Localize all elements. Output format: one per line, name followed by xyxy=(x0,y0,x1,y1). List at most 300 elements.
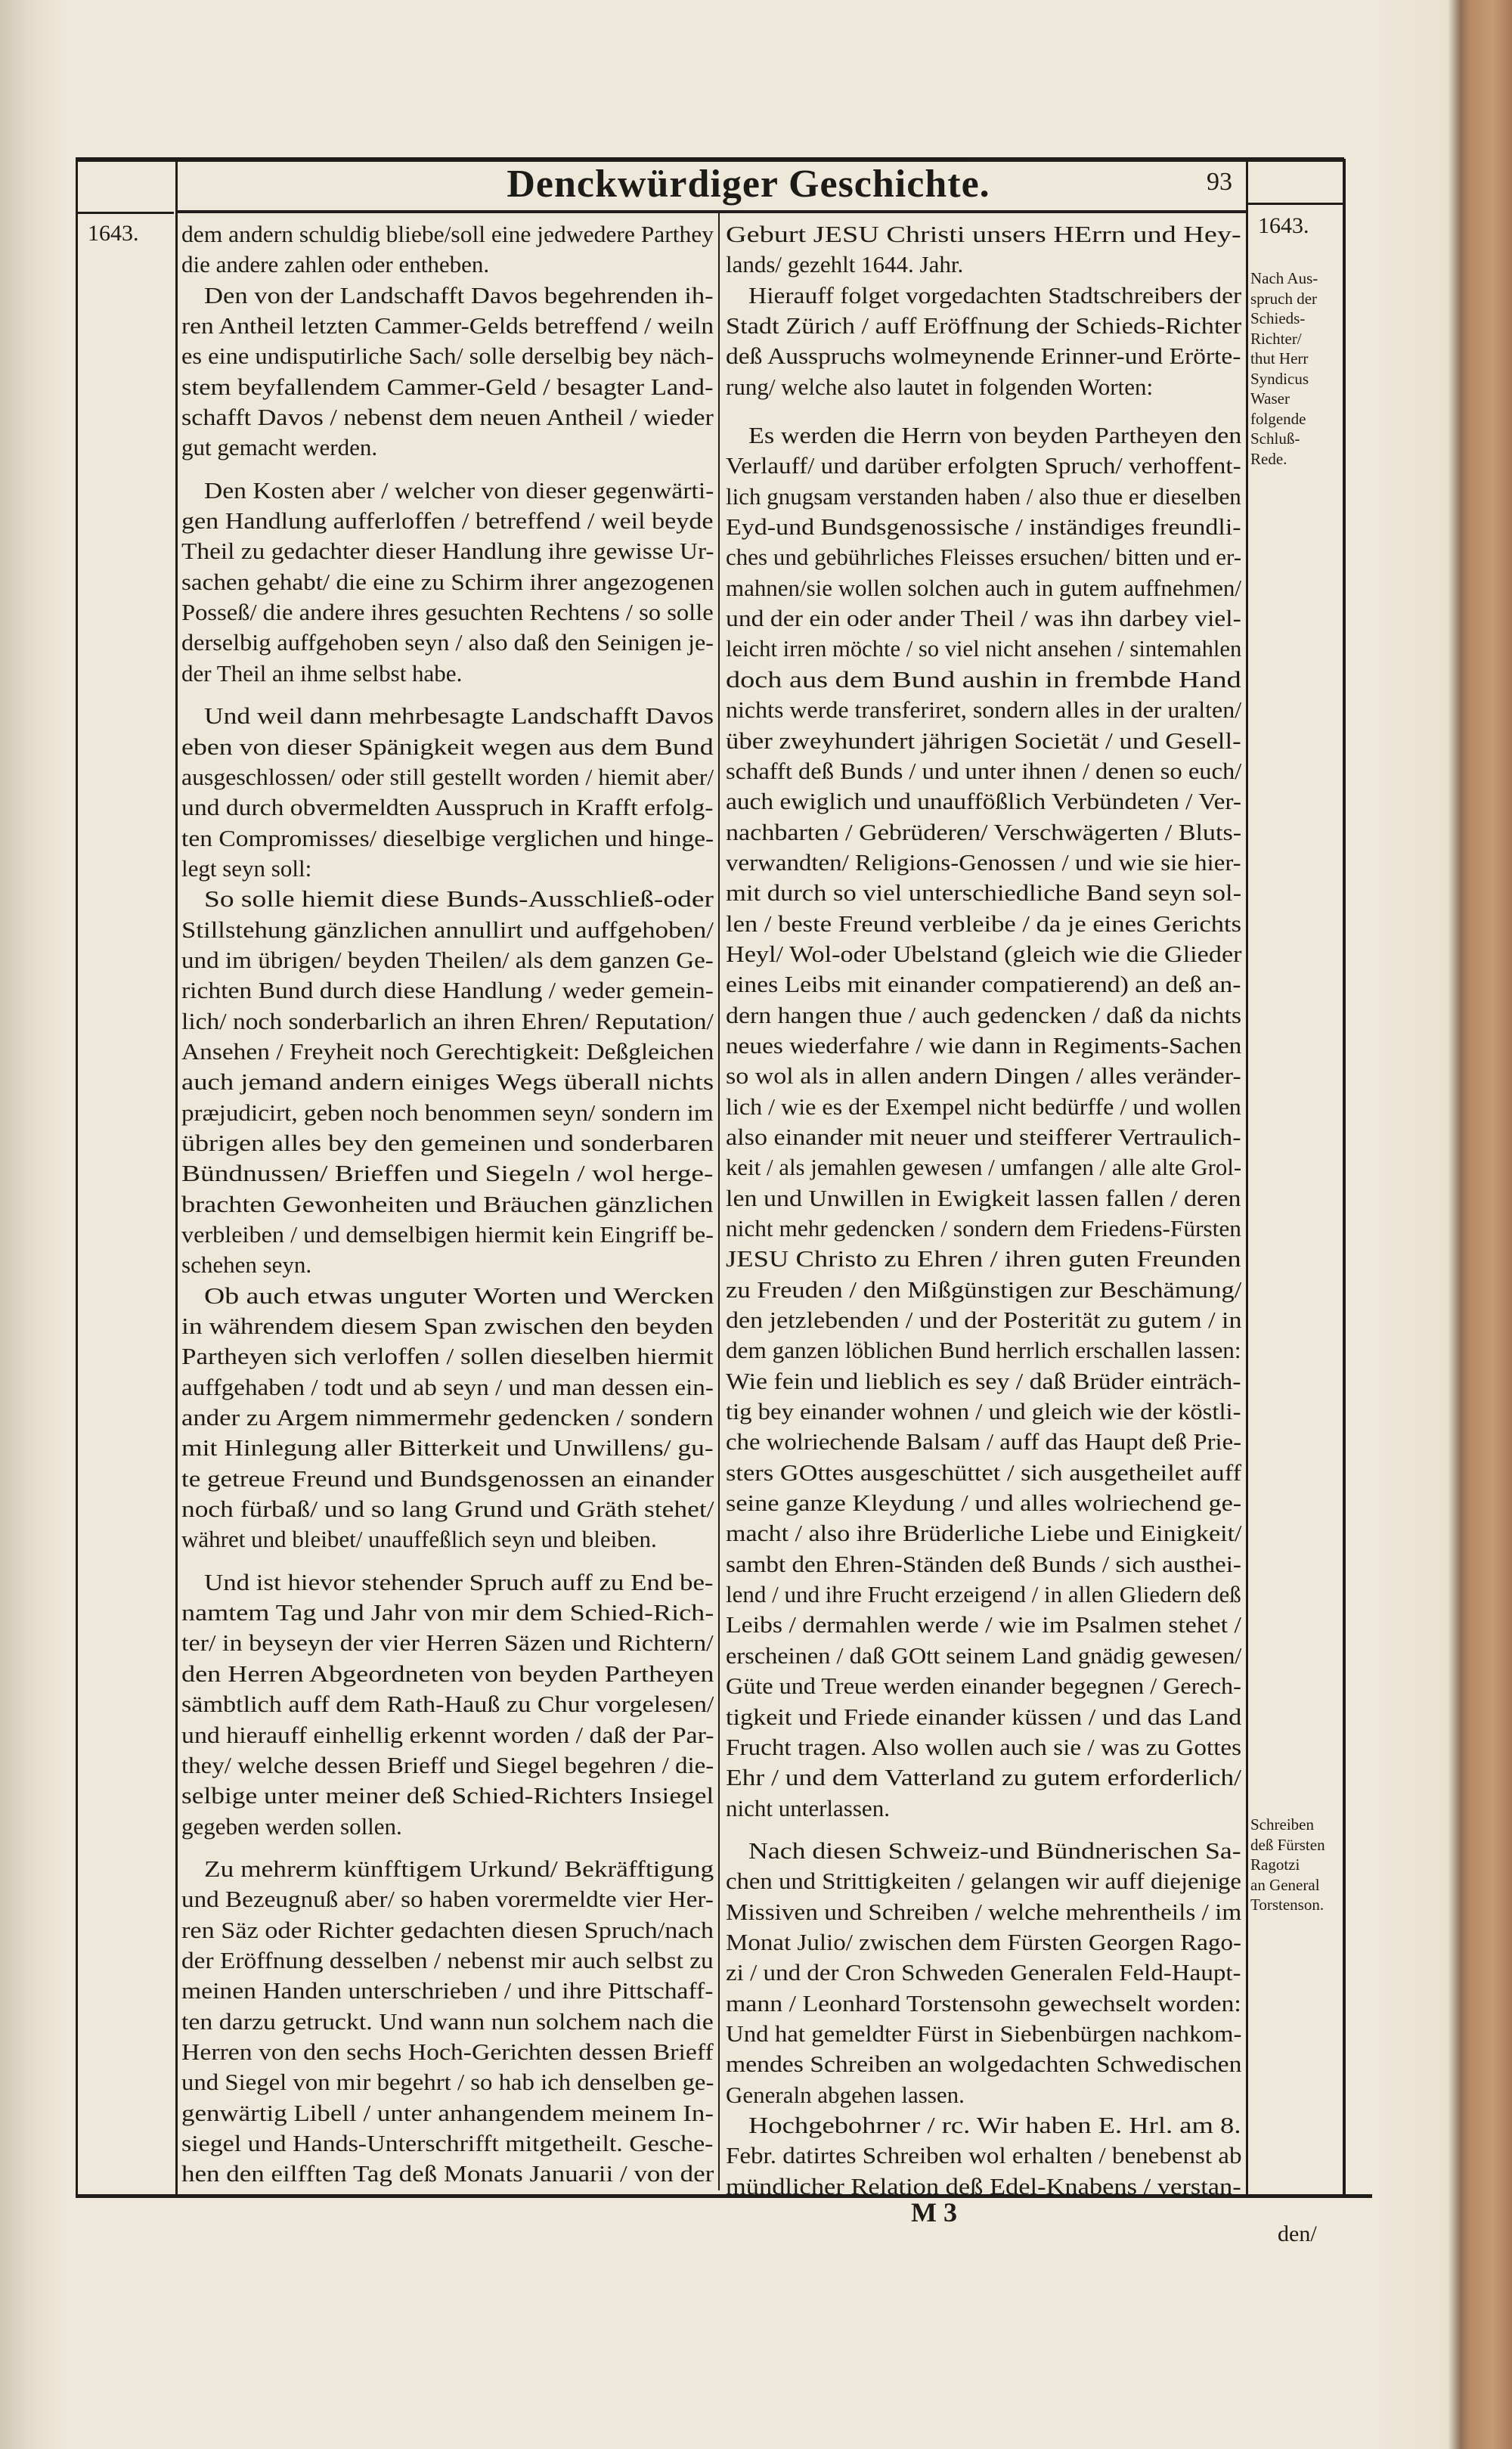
text-line-content: che wolriechende Balsam / auff das Haupt deß Prie- xyxy=(726,1428,1242,1455)
text-line xyxy=(726,726,1241,756)
text-line xyxy=(181,1598,714,1628)
text-line-content: und durch obvermeldten Ausspruch in Krafft erfolg- xyxy=(181,794,714,821)
text-line-content: Febr. datirtes Schreiben wol erhalten / benebenst ab xyxy=(726,2142,1242,2169)
text-line xyxy=(181,975,714,1006)
text-line-content: macht / also ihre Brüderliche Liebe und Einigkeit/ xyxy=(726,1520,1242,1547)
text-line xyxy=(726,1152,1241,1183)
text-line xyxy=(726,2019,1241,2049)
text-line-content: siegel und Hands-Unterschrifft mitgetheilt. Gesche- xyxy=(181,2129,714,2156)
text-line xyxy=(181,1158,714,1189)
text-line-content: Und weil dann mehrbesagte Landschafft Davos xyxy=(204,702,714,730)
text-line xyxy=(726,1927,1241,1958)
paragraph xyxy=(181,1854,714,2190)
text-line xyxy=(726,1866,1241,1896)
text-line xyxy=(181,1098,714,1128)
text-line-content: Wie fein und lieblich es sey / daß Brüder einträch- xyxy=(726,1367,1241,1394)
text-line xyxy=(726,1397,1241,1427)
text-line-content: leicht irren möchte / so viel nicht ansehen / sintemahlen xyxy=(726,635,1242,662)
text-line-content: und Siegel von mir begehrt / so hab ich denselben ge- xyxy=(181,2069,714,2096)
text-line-content: in währendem diesem Span zwischen den beyden xyxy=(181,1313,714,1340)
text-line xyxy=(181,762,714,792)
text-line-content: len und Unwillen in Ewigkeit lassen fallen / deren xyxy=(726,1184,1241,1211)
text-line-content: auch jemand andern einiges Wegs überall nichts xyxy=(181,1068,714,1096)
catchword: den/ xyxy=(1278,2221,1317,2246)
text-line xyxy=(726,1031,1241,1061)
text-line xyxy=(181,854,714,884)
text-line-content: Generaln abgehen lassen. xyxy=(726,2081,965,2108)
text-line xyxy=(726,1305,1241,1335)
text-line-content: rung/ welche also lautet in folgenden Worten: xyxy=(726,373,1154,400)
text-line xyxy=(726,1579,1241,1610)
text-line xyxy=(726,817,1241,848)
text-line-content: Theil zu gedachter dieser Handlung ihre gewisse Ur- xyxy=(181,538,714,565)
text-line xyxy=(181,1189,714,1220)
text-line xyxy=(181,2159,714,2189)
paragraph xyxy=(726,420,1241,1824)
text-line-content: Hochgebohrner / rc. Wir haben E. Hrl. am 8. xyxy=(748,2111,1241,2138)
text-line-content: es eine undisputirliche Sach/ solle derselbig bey näch- xyxy=(181,343,714,370)
text-line-content: Herren von den sechs Hoch-Gerichten dessen Brieff xyxy=(181,2038,714,2065)
paragraph xyxy=(726,281,1241,402)
text-line-content: Partheyen sich verloffen / sollen dieselben hiermit xyxy=(181,1343,714,1370)
text-line-content: auffgehaben / todt und ab seyn / und man dessen ein- xyxy=(181,1373,714,1400)
text-line xyxy=(181,1567,714,1598)
text-line xyxy=(726,1366,1241,1397)
text-line xyxy=(726,1427,1241,1457)
margin-note-line: Schluß- xyxy=(1250,429,1300,448)
margin-note-line: Syndicus xyxy=(1250,369,1309,388)
text-line-content: brachten Gewonheiten und Bräuchen gänzlichen xyxy=(181,1190,714,1217)
text-line-content: lich gnugsam verstanden haben / also thue er dieselben xyxy=(726,482,1241,510)
text-line xyxy=(181,1006,714,1037)
text-line xyxy=(181,1220,714,1250)
paragraph xyxy=(181,476,714,689)
margin-note-line: thut Herr xyxy=(1250,349,1309,367)
text-line xyxy=(181,1628,714,1658)
margin-note-line: spruch der xyxy=(1250,289,1318,308)
text-line xyxy=(181,432,714,463)
text-line xyxy=(726,786,1241,817)
text-line xyxy=(181,659,714,689)
paragraph xyxy=(726,1836,1241,2110)
margin-note-line: Richter/ xyxy=(1250,329,1302,348)
margin-note-line: Waser xyxy=(1250,389,1290,408)
text-line xyxy=(726,969,1241,1000)
text-line-content: JESU Christo zu Ehren / ihren guten Freunden xyxy=(726,1245,1241,1273)
text-line xyxy=(726,1518,1241,1548)
text-line xyxy=(181,1037,714,1067)
text-line xyxy=(181,2098,714,2128)
text-line-content: dem ganzen löblichen Bund herrlich erschallen lassen: xyxy=(726,1337,1241,1364)
text-line-content: sambt den Ehren-Ständen deß Bunds / sich austhei- xyxy=(726,1550,1241,1577)
text-line xyxy=(726,1641,1241,1671)
text-line xyxy=(181,915,714,945)
text-line-content: also einander mit neuer und steifferer Vertraulich- xyxy=(726,1123,1241,1150)
margin-note-nach-ausspruch xyxy=(1250,268,1341,469)
text-line xyxy=(181,1812,714,1842)
text-line-content: verwandten/ Religions-Genossen / und wie sie hier- xyxy=(726,848,1241,876)
text-line-content: Ehr / und dem Vatterland zu gutem erforderlich/ xyxy=(726,1764,1241,1791)
text-line xyxy=(181,372,714,402)
text-line-content: die andere zahlen oder entheben. xyxy=(181,251,490,278)
text-line xyxy=(726,665,1241,695)
text-line-content: nicht mehr gedencken / sondern dem Friedens-Fürsten xyxy=(726,1215,1241,1242)
text-line-content: dern hangen thue / auch gedencken / daß da nichts xyxy=(726,1001,1242,1028)
text-line-content: namtem Tag und Jahr von mir dem Schied-Rich- xyxy=(181,1599,714,1626)
text-line-content: Verlauff/ und darüber erfolgten Spruch/ verhoffent- xyxy=(726,452,1241,479)
text-line-content: legt seyn soll: xyxy=(181,854,312,882)
text-line-content: gen Handlung aufferloffen / betreffend / weil beyde xyxy=(181,507,714,535)
text-line xyxy=(726,1000,1241,1031)
text-line-content: neues wiederfahre / wie dann in Regiments-Sachen xyxy=(726,1031,1242,1059)
text-line-content: sters GOttes ausgeschüttet / sich ausgetheilet auff xyxy=(726,1459,1242,1486)
text-line xyxy=(726,1244,1241,1274)
text-line-content: erscheinen / daß GOtt seinem Land gnädig gewesen/ xyxy=(726,1641,1242,1669)
margin-note-line: Schieds- xyxy=(1250,309,1306,327)
text-line xyxy=(181,701,714,731)
paragraph xyxy=(181,701,714,884)
margin-note-line: Nach Aus- xyxy=(1250,269,1318,287)
text-line xyxy=(726,451,1241,481)
text-line-content: dem andern schuldig bliebe/soll eine jedwedere Parthey xyxy=(181,221,714,247)
text-line-content: mit Hinlegung aller Bitterkeit und Unwillens/ gu- xyxy=(181,1434,714,1462)
left-text-column xyxy=(181,219,714,2190)
page-number: 93 xyxy=(1207,168,1232,196)
margin-note-line: Rede. xyxy=(1250,449,1287,468)
text-line xyxy=(726,1335,1241,1366)
text-line-content: Monat Julio/ zwischen dem Fürsten Georgen Rago- xyxy=(726,1928,1241,1955)
text-line-content: der Theil an ihme selbst habe. xyxy=(181,659,463,687)
text-line xyxy=(726,542,1241,572)
paragraph xyxy=(181,281,714,463)
text-line xyxy=(181,536,714,566)
text-line-content: eines Leibs mit einander compatierend) an deß an- xyxy=(726,971,1241,998)
text-line-content: Es werden die Herrn von beyden Partheyen den xyxy=(748,422,1242,449)
text-line xyxy=(181,402,714,432)
text-line xyxy=(181,506,714,536)
text-line xyxy=(181,1372,714,1403)
text-line xyxy=(726,2049,1241,2079)
paragraph xyxy=(181,1281,714,1555)
text-line-content: schafft Davos / nebenst dem neuen Antheil / wieder xyxy=(181,404,714,431)
text-line-content: doch aus dem Bund aushin in frembde Hand xyxy=(726,665,1241,693)
right-margin-top-rule xyxy=(1246,203,1344,205)
text-line-content: they/ welche dessen Brieff und Siegel begehren / die- xyxy=(181,1751,714,1778)
text-line xyxy=(726,909,1241,939)
text-line-content: zu Freuden / den Mißgünstigen zur Beschämung/ xyxy=(726,1276,1242,1303)
text-line xyxy=(181,567,714,597)
text-line xyxy=(726,250,1241,280)
text-line-content: Stillstehung gänzlichen annullirt und auffgehoben/ xyxy=(181,916,714,943)
text-line xyxy=(181,311,714,341)
text-line xyxy=(181,1128,714,1158)
text-line xyxy=(181,1750,714,1781)
text-line xyxy=(181,1659,714,1689)
text-line-content: lands/ gezehlt 1644. Jahr. xyxy=(726,251,964,278)
text-line xyxy=(181,2067,714,2097)
margin-note-schreiben-ragotzi xyxy=(1250,1815,1341,1915)
text-line-content: und hierauff einhellig erkennt worden / daß der Par- xyxy=(181,1721,714,1748)
text-line-content: Heyl/ Wol-oder Ubelstand (gleich wie die Glieder xyxy=(726,940,1242,967)
text-line xyxy=(181,792,714,823)
text-line xyxy=(726,848,1241,878)
text-line xyxy=(726,482,1241,512)
paragraph xyxy=(181,884,714,1280)
text-line-content: ten darzu getruckt. Und wann nun solchem nach die xyxy=(181,2007,714,2035)
text-line xyxy=(181,884,714,914)
text-line-content: gegeben werden sollen. xyxy=(181,1812,402,1840)
text-line-content: mit durch so viel unterschiedliche Band seyn sol- xyxy=(726,879,1242,907)
text-line-content: verbleiben / und demselbigen hiermit kein Eingriff be- xyxy=(181,1221,714,1248)
paragraph xyxy=(726,2110,1241,2202)
text-line-content: ter/ in beyseyn der vier Herren Säzen und Richtern/ xyxy=(181,1629,714,1657)
text-line xyxy=(726,512,1241,542)
text-line xyxy=(181,1281,714,1311)
text-line xyxy=(726,2080,1241,2110)
text-line-content: keit / als jemahlen gewesen / umfangen / alle alte Grol- xyxy=(726,1154,1242,1181)
text-line xyxy=(726,1092,1241,1122)
text-line-content: Missiven und Schreiben / welche mehrentheils / im xyxy=(726,1898,1242,1925)
text-line-content: genwärtig Libell / unter anhangendem meinem In- xyxy=(181,2099,714,2126)
text-line-content: Hierauff folget vorgedachten Stadtschreibers der xyxy=(748,281,1242,308)
text-line-content: lend / und ihre Frucht erzeigend / in allen Gliedern deß xyxy=(726,1581,1241,1608)
text-line xyxy=(181,1464,714,1494)
text-line-content: tigkeit und Friede einander küssen / und das Land xyxy=(726,1703,1242,1730)
text-line xyxy=(726,1671,1241,1701)
text-line-content: Und ist hievor stehender Spruch auff zu End be- xyxy=(204,1568,714,1595)
text-line xyxy=(726,634,1241,664)
text-line-content: währet und bleibet/ unauffeßlich seyn und bleiben. xyxy=(181,1526,657,1553)
text-line-content: nichts werde transferiret, sondern alles in der uralten/ xyxy=(726,696,1242,724)
margin-note-line: Torstenson. xyxy=(1250,1896,1325,1914)
text-line-content: mahnen/sie wollen solchen auch in gutem auffnehmen/ xyxy=(726,574,1241,601)
text-line-content: te getreue Freund und Bundsgenossen an einander xyxy=(181,1465,714,1492)
text-line-content: Den von der Landschafft Davos begehrenden ih- xyxy=(204,281,714,308)
text-line-content: übrigen alles bey den gemeinen und sonderbaren xyxy=(181,1129,714,1156)
text-line-content: ren Antheil letzten Cammer-Gelds betreffend / weiln xyxy=(181,312,714,339)
margin-note-line: folgende xyxy=(1250,409,1306,428)
text-line xyxy=(181,945,714,975)
text-line xyxy=(181,1945,714,1976)
text-line xyxy=(726,1061,1241,1091)
text-line xyxy=(726,1610,1241,1640)
text-line-content: den jetzlebenden / und der Posterität zu gutem / in xyxy=(726,1307,1242,1334)
text-line xyxy=(181,1781,714,1811)
text-line-content: gut gemacht werden. xyxy=(181,434,378,461)
text-line xyxy=(181,250,714,280)
text-line xyxy=(726,878,1241,908)
right-outer-frame xyxy=(1343,159,1346,2196)
text-line-content: zi / und der Cron Schweden Generalen Feld-Haupt- xyxy=(726,1959,1241,1986)
text-line xyxy=(726,219,1241,250)
text-line-content: nachbarten / Gebrüderen/ Verschwägerten / Bluts- xyxy=(726,818,1242,845)
paragraph xyxy=(181,219,714,281)
text-line xyxy=(726,2110,1241,2141)
column-divider xyxy=(718,213,720,2190)
header-bottom-rule xyxy=(175,210,1246,213)
text-line-content: Nach diesen Schweiz-und Bündnerischen Sa- xyxy=(748,1837,1241,1864)
text-line-content: ten Compromisses/ dieselbige verglichen und hinge- xyxy=(181,824,714,851)
text-line xyxy=(181,1524,714,1555)
text-line-content: Ansehen / Freyheit noch Gerechtigkeit: Deßgleichen xyxy=(181,1037,714,1065)
text-line xyxy=(181,732,714,762)
margin-note-line: Ragotzi xyxy=(1250,1855,1300,1874)
text-line xyxy=(181,1250,714,1280)
text-line xyxy=(726,1702,1241,1732)
text-line xyxy=(726,1732,1241,1762)
text-line xyxy=(726,1488,1241,1518)
text-line xyxy=(181,1720,714,1750)
text-line-content: mendes Schreiben an wolgedachten Schwedischen xyxy=(726,2051,1242,2078)
text-line-content: sämbtlich auff dem Rath-Hauß zu Chur vorgelesen/ xyxy=(181,1691,714,1718)
margin-note-line: an General xyxy=(1250,1875,1320,1894)
text-line-content: ren Säz oder Richter gedachten diesen Spruch/nach xyxy=(181,1916,714,1943)
text-line-content: len / beste Freund verbleibe / da je eines Gerichts xyxy=(726,910,1242,937)
text-line xyxy=(181,2037,714,2067)
text-line-content: Ob auch etwas unguter Worten und Wercken xyxy=(204,1282,714,1309)
signature-mark: M 3 xyxy=(911,2197,957,2227)
text-line-content: ches und gebührliches Fleisses ersuchen/ bitten und er- xyxy=(726,544,1242,571)
text-line-content: noch fürbaß/ und so lang Grund und Gräth stehet/ xyxy=(181,1496,714,1523)
text-line-content: mann / Leonhard Torstensohn gewechselt worden: xyxy=(726,1989,1241,2017)
text-line-content: tig bey einander wohnen / und gleich wie der köstli- xyxy=(726,1398,1241,1425)
text-line xyxy=(726,1762,1241,1793)
text-line-content: seine ganze Kleydung / und alles wolriechend ge- xyxy=(726,1490,1242,1517)
text-line-content: sachen gehabt/ die eine zu Schirm ihrer angezogenen xyxy=(181,568,714,595)
text-line-content: derselbig auffgehoben seyn / also daß den Seinigen je- xyxy=(181,629,714,656)
text-line xyxy=(181,476,714,506)
text-line xyxy=(181,1976,714,2006)
left-outer-frame xyxy=(76,159,78,2196)
text-line-content: lich / wie es der Exempel nicht bedürffe / und wollen xyxy=(726,1093,1241,1120)
text-line xyxy=(181,1311,714,1341)
text-line xyxy=(181,1341,714,1372)
text-line xyxy=(181,823,714,854)
text-line-content: schafft deß Bunds / und unter ihnen / denen so euch/ xyxy=(726,757,1242,784)
text-line xyxy=(181,597,714,628)
text-line-content: so wol als in allen andern Dingen / alles veränder- xyxy=(726,1062,1241,1090)
text-line xyxy=(726,1793,1241,1824)
text-line xyxy=(181,2007,714,2037)
text-line-content: schehen seyn. xyxy=(181,1251,312,1279)
text-line xyxy=(181,628,714,658)
text-line-content: auch ewiglich und unauffößlich Verbündeten / Ver- xyxy=(726,788,1241,815)
text-line-content: eben von dieser Spänigkeit wegen aus dem Bund xyxy=(181,733,714,760)
text-line-content: Stadt Zürich / auff Eröffnung der Schieds-Richter xyxy=(726,312,1242,339)
text-line xyxy=(181,1884,714,1914)
right-text-column xyxy=(726,219,1241,2202)
text-line-content: und im übrigen/ beyden Theilen/ als dem ganzen Ge- xyxy=(181,946,714,973)
margin-note-line: Schreiben xyxy=(1250,1815,1314,1834)
text-line xyxy=(181,281,714,311)
margin-note-line: deß Fürsten xyxy=(1250,1835,1325,1854)
text-line-content: lich/ noch sonderbarlich an ihren Ehren/ Reputation/ xyxy=(181,1007,714,1034)
text-line xyxy=(181,341,714,371)
text-line xyxy=(726,1275,1241,1305)
text-line-content: Eyd-und Bundsgenossische / inständiges freundli- xyxy=(726,513,1241,541)
text-line-content: richten Bund durch diese Handlung / weder gemein- xyxy=(181,977,714,1004)
text-line-content: und Bezeugnuß aber/ so haben vorermeldte vier Her- xyxy=(181,1886,714,1913)
text-line xyxy=(181,1494,714,1524)
margin-column-divider xyxy=(1246,159,1248,2196)
text-line xyxy=(726,281,1241,311)
text-line xyxy=(181,1403,714,1433)
text-line-content: Güte und Treue werden einander begegnen / Gerech- xyxy=(726,1672,1241,1700)
text-line-content: meinen Handen unterschrieben / und ihre Pittschaff- xyxy=(181,1977,714,2004)
text-line-content: selbige unter meiner deß Schied-Richters Insiegel xyxy=(181,1782,714,1809)
running-head-title: Denckwürdiger Geschichte. xyxy=(507,163,990,206)
text-line-content: und der ein oder ander Theil / was ihn darbey viel- xyxy=(726,605,1241,632)
text-line xyxy=(181,1067,714,1097)
text-line-content: der Eröffnung desselben / nebenst mir auch selbst zu xyxy=(181,1946,714,1973)
text-line xyxy=(181,1854,714,1884)
text-line-content: mündlicher Relation deß Edel-Knabens / verstan- xyxy=(726,2172,1241,2199)
text-line xyxy=(726,1958,1241,1988)
text-line-content: den Herren Abgeordneten von beyden Partheyen xyxy=(181,1660,714,1687)
text-line-content: Geburt JESU Christi unsers HErrn und Hey- xyxy=(726,221,1241,247)
text-line xyxy=(726,1897,1241,1927)
text-line xyxy=(726,573,1241,603)
text-line-content: Frucht tragen. Also wollen auch sie / was zu Gottes xyxy=(726,1733,1242,1760)
text-line xyxy=(726,695,1241,725)
text-line xyxy=(726,341,1241,371)
text-line xyxy=(726,420,1241,451)
text-line xyxy=(726,756,1241,786)
text-line-content: stem beyfallendem Cammer-Geld / besagter Land- xyxy=(181,373,714,400)
text-line xyxy=(181,219,714,250)
text-line-content: deß Ausspruchs wolmeynende Erinner-und Erörte- xyxy=(726,343,1241,370)
text-line-content: Und hat gemeldter Fürst in Siebenbürgen nachkom- xyxy=(726,2020,1242,2047)
text-line xyxy=(181,2128,714,2159)
margin-year-left: 1643. xyxy=(88,221,139,246)
text-line xyxy=(726,1122,1241,1152)
text-line xyxy=(726,2141,1241,2171)
text-line xyxy=(726,2172,1241,2202)
text-line-content: Den Kosten aber / welcher von dieser gegenwärti- xyxy=(204,476,714,504)
text-line xyxy=(726,603,1241,634)
text-line-content: Leibs / dermahlen werde / wie im Psalmen stehet / xyxy=(726,1611,1241,1638)
text-line-content: Zu mehrerm künfftigem Urkund/ Bekräfftigung xyxy=(204,1855,714,1882)
text-line xyxy=(726,1458,1241,1488)
text-line-content: ausgeschlossen/ oder still gestellt worden / hiemit aber/ xyxy=(181,763,714,790)
text-line-content: hen den eilfften Tag deß Monats Januarii / von der xyxy=(181,2160,714,2187)
text-line-content: nicht unterlassen. xyxy=(726,1794,890,1821)
text-line xyxy=(726,311,1241,341)
text-line-content: præjudicirt, geben noch benommen seyn/ sondern im xyxy=(181,1099,714,1126)
margin-year-right: 1643. xyxy=(1258,213,1309,238)
text-line xyxy=(726,1836,1241,1866)
year-column-divider xyxy=(175,159,178,2196)
text-line-content: Posseß/ die andere ihres gesuchten Rechtens / so solle xyxy=(181,599,714,626)
text-line xyxy=(726,1183,1241,1214)
text-line xyxy=(726,372,1241,402)
left-margin-top-rule xyxy=(76,212,174,214)
text-line xyxy=(181,1433,714,1463)
text-line xyxy=(726,1549,1241,1579)
paragraph xyxy=(181,1567,714,1842)
text-line xyxy=(181,1689,714,1719)
text-line-content: So solle hiemit diese Bunds-Ausschließ-oder xyxy=(204,885,714,913)
text-line-content: über zweyhundert jährigen Societät / und Gesell- xyxy=(726,727,1241,754)
text-line xyxy=(181,1915,714,1945)
paragraph xyxy=(726,219,1241,281)
text-line xyxy=(726,1989,1241,2019)
text-line-content: ander zu Argem nimmermehr gedencken / sondern xyxy=(181,1404,714,1431)
text-line-content: chen und Strittigkeiten / gelangen wir auff diejenige xyxy=(726,1868,1241,1895)
text-line-content: Bündnussen/ Brieffen und Siegeln / wol herge- xyxy=(181,1160,714,1187)
text-line xyxy=(726,939,1241,969)
text-line xyxy=(726,1214,1241,1244)
